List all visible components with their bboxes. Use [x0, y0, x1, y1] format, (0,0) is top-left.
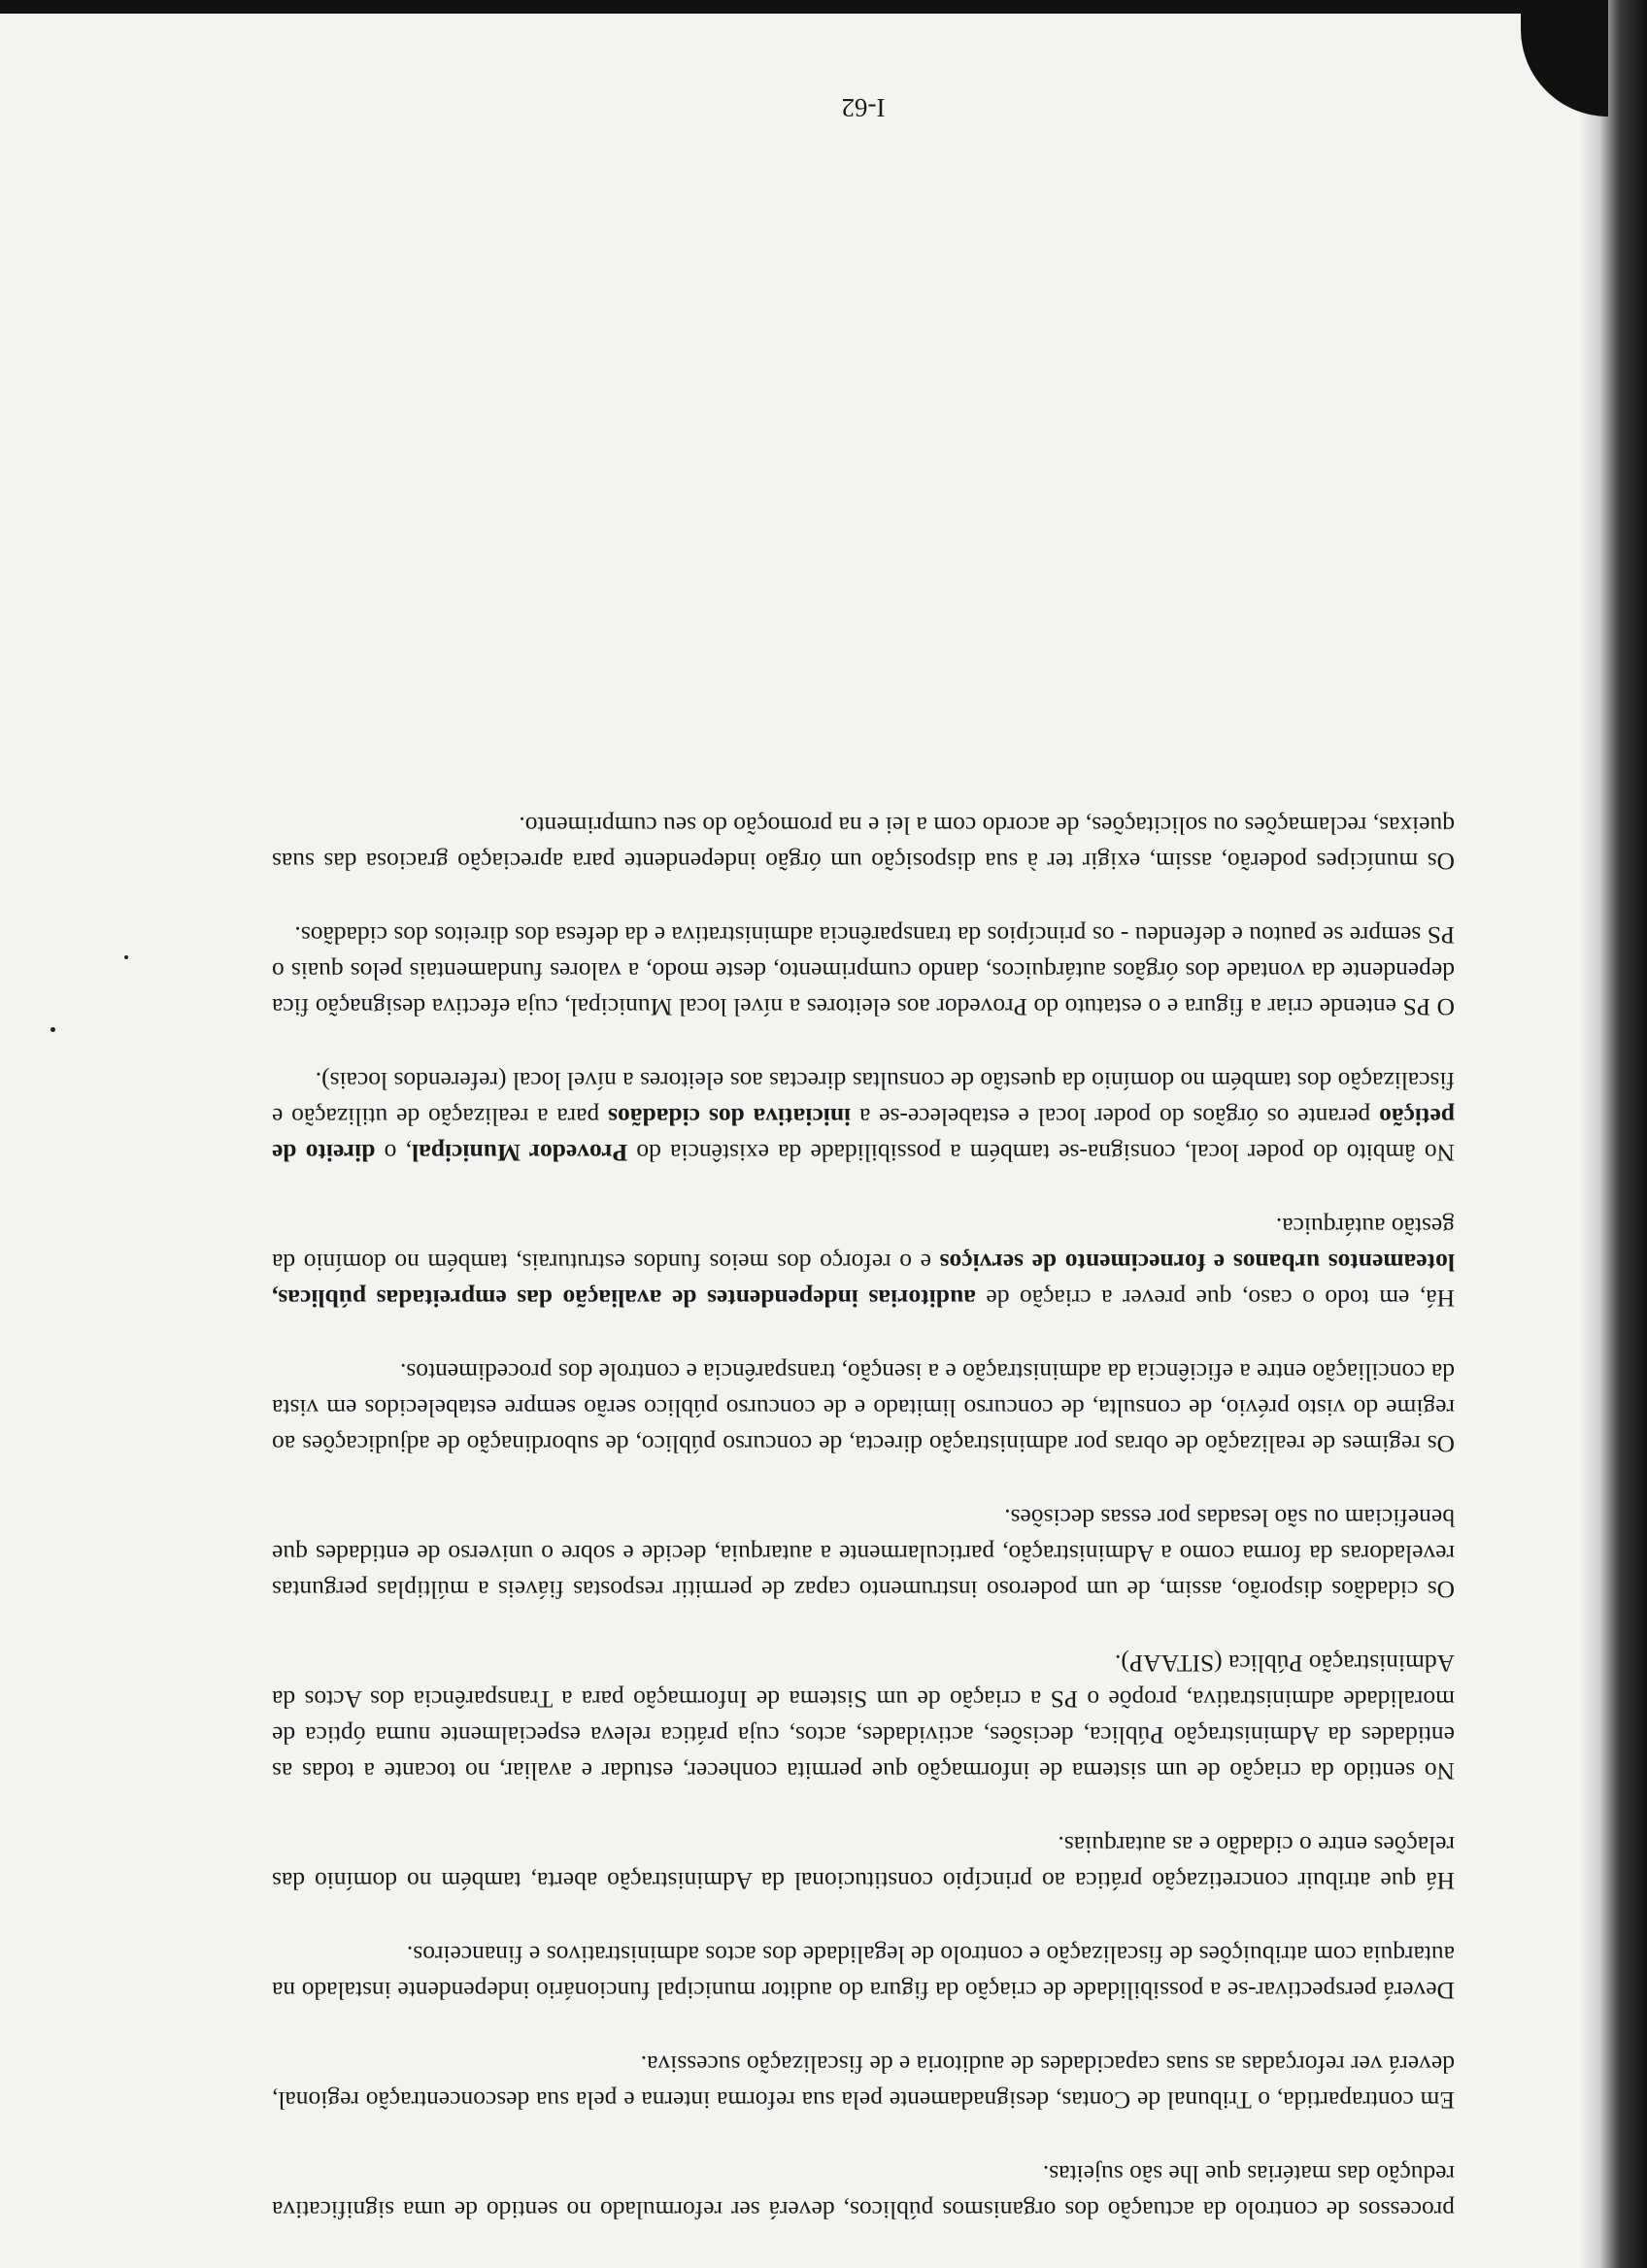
- bold-phrase: Provedor Municipal: [412, 1139, 628, 1167]
- page-number: I-62: [841, 93, 886, 122]
- paragraph-7: Os regimes de realização de obras por administração directa, de concurso público, de subordinação de adjudicações ao regime do visto prévio, de consulta, de concurso limitado e de concurso público serão sempre estabelecidos em vista da conciliação entre a eficiência da administração e a isenção, transparência e controle dos procedimentos.: [272, 1358, 1455, 1458]
- paragraph-text: e o reforço dos meios fundos estruturais, também no domínio da gestão autárquica.: [272, 1213, 1455, 1277]
- paragraph-5: No sentido da criação de um sistema de informação que permita conhecer, estudar e avaliar, no tocante a todas as entidades da Administração Pública, decisões, actividades, actos, cuja prática releva especialmente numa óptica de moralidade administrativa, propõe o PS a criação de um Sistema de Informação para a Transparência dos Actos da Administração Pública (SITAAP).: [272, 1650, 1455, 1785]
- scan-speck: [50, 1027, 55, 1032]
- page-content: [272, 92, 1455, 2228]
- scan-edge-right: [1579, 0, 1647, 2268]
- bold-phrase: iniciativa dos cidadãos: [608, 1103, 852, 1131]
- bold-phrase: direito de petição: [272, 1103, 1455, 1167]
- paragraph-text: No âmbito do poder local, consigna-se também a possibilidade da existência do: [627, 1139, 1455, 1167]
- paragraph-11: Os munícipes poderão, assim, exigir ter à sua disposição um órgão independente para apreciação graciosa das suas queixas, reclamações ou solicitações, de acordo com a lei e na promoção do seu cumprimento.: [272, 812, 1455, 876]
- paragraph-10: O PS entende criar a figura e o estatuto do Provedor aos eleitores a nível local Municipal, cuja efectiva designação fica dependente da vontade dos órgãos autárquicos, dando cumprimento, deste modo, a valores fundamentais pelos quais o PS sempre se pautou e defendeu - os princípios da transparência administrativa e da defesa dos direitos dos cidadãos.: [272, 921, 1455, 1021]
- paragraph-2: Em contrapartida, o Tribunal de Contas, designadamente pela sua reforma interna e pela sua desconcentração regional, deverá ver reforçadas as suas capacidades de auditoria e de fiscalização sucessiva.: [272, 2051, 1455, 2115]
- scan-edge-top: [0, 0, 1647, 14]
- paragraph-text: , o: [375, 1139, 412, 1167]
- paragraph-text: Há, em todo o caso, que prever a criação de: [975, 1284, 1455, 1313]
- paragraph-9: [272, 1063, 1455, 1171]
- paragraph-8: [272, 1209, 1455, 1317]
- paragraph-6: Os cidadãos disporão, assim, de um poderoso instrumento capaz de permitir respostas fiáveis a múltiplas perguntas reveladoras da forma como a Administração, particularmente a autarquia, decide e sobre o universo de entidades que beneficiam ou são lesadas por essas decisões.: [272, 1504, 1455, 1604]
- paragraph-3: Deverá perspectivar-se a possibilidade de criação da figura do auditor municipal funcionário independente instalado na autarquia com atribuições de fiscalização e controlo de legalidade dos actos administrativos e financeiros.: [272, 1941, 1455, 2005]
- scan-edge-curl: [1521, 0, 1608, 117]
- bold-phrase: auditorias independentes de avaliação das empreitadas públicas, loteamentos urbanos e fornecimento de serviços: [272, 1249, 1455, 1313]
- paragraph-text: perante os órgãos do poder local e estabelece-se a: [851, 1103, 1380, 1131]
- scan-speck: [124, 955, 128, 959]
- paragraph-1: processos de controlo da actuação dos organismos públicos, deverá ser reformulado no sentido de uma significativa redução das matérias que lhe são sujeitas.: [272, 2160, 1455, 2224]
- paragraph-4: Há que atribuir concretização prática ao princípio constitucional da Administração aberta, também no domínio das relações entre o cidadão e as autarquias.: [272, 1831, 1455, 1895]
- paragraph-text: para a realização de utilização e fiscalização dos também no domínio da questão de consultas directas aos eleitores a nível local (referendos locais).: [272, 1067, 1455, 1131]
